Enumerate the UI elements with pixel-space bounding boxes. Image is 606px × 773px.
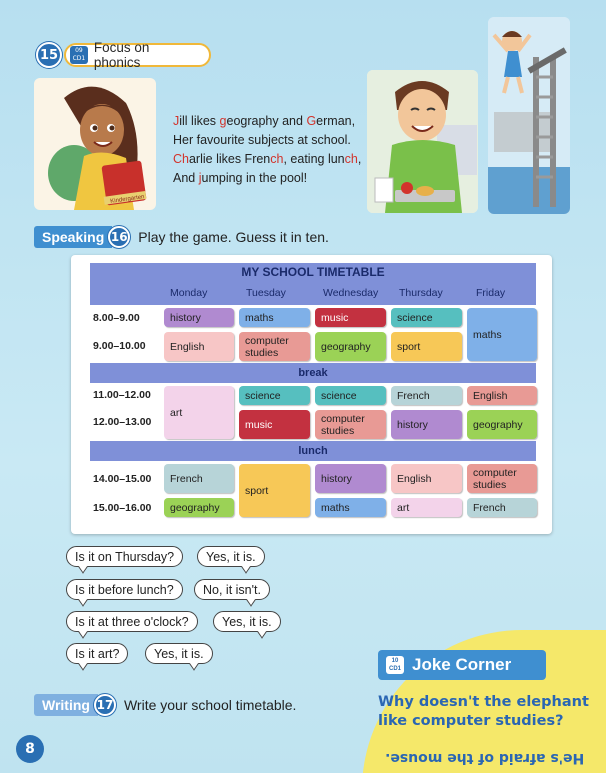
time-slot: 11.00–12.00 — [93, 389, 151, 401]
phonics-highlight: G — [306, 114, 317, 128]
lesson-cell: geography — [164, 498, 234, 517]
poem-text: , — [357, 152, 362, 166]
day-wednesday: Wednesday — [323, 287, 379, 299]
lesson-cell: geography — [315, 332, 386, 361]
answer-bubble: No, it isn't. — [194, 579, 270, 600]
question-bubble: Is it on Thursday? — [66, 546, 183, 567]
lesson-cell: science — [315, 386, 386, 405]
exercise-number-17 — [94, 694, 116, 716]
girl-drawing — [34, 78, 156, 210]
book-cover-text: Kindergarten — [109, 194, 145, 205]
poem-line — [173, 169, 363, 188]
lesson-cell: English — [467, 386, 537, 405]
lesson-cell: English — [164, 332, 234, 361]
speaking-header — [34, 226, 329, 248]
poem-text: eography and — [226, 114, 307, 128]
page-number — [16, 735, 44, 763]
lesson-cell: maths — [467, 308, 537, 361]
poem-text: And — [173, 171, 199, 185]
phonics-poem — [173, 112, 363, 188]
phonics-highlight: j — [198, 171, 202, 185]
joke-question — [378, 693, 589, 731]
lesson-cell: French — [467, 498, 537, 517]
diving-illustration — [488, 17, 570, 214]
lesson-cell: computer studies — [239, 332, 310, 361]
question-bubble: Is it art? — [66, 643, 128, 664]
day-tuesday: Tuesday — [246, 287, 286, 299]
poem-text: erman, — [316, 114, 356, 128]
lesson-cell: history — [164, 308, 234, 327]
exercise-number-text: 17 — [96, 698, 114, 712]
poem-text: , eating lun — [283, 152, 345, 166]
audio-cd-label: CD1 — [72, 55, 86, 62]
audio-track-icon[interactable] — [386, 656, 404, 674]
boy-illustration — [367, 70, 478, 213]
exercise-number-text: 16 — [110, 230, 128, 244]
audio-track-icon[interactable] — [70, 46, 88, 64]
lesson-cell: French — [164, 464, 234, 493]
answer-bubble: Yes, it is. — [145, 643, 213, 664]
lesson-cell: history — [315, 464, 386, 493]
exercise-number-16 — [108, 226, 130, 248]
lesson-cell: maths — [315, 498, 386, 517]
question-bubble: Is it before lunch? — [66, 579, 183, 600]
lesson-cell: art — [164, 386, 234, 439]
writing-header — [34, 694, 296, 716]
exercise-number-15 — [36, 42, 62, 68]
time-slot: 12.00–13.00 — [93, 416, 152, 428]
lesson-cell: science — [391, 308, 462, 327]
break-band: break — [90, 363, 536, 383]
timetable-day-header — [90, 281, 536, 305]
phonics-title: Focus on phonics — [93, 40, 150, 70]
joke-corner-title-pill — [378, 650, 546, 680]
joke-question-line: Why doesn't the elephant — [378, 694, 589, 710]
lesson-cell: English — [391, 464, 462, 493]
poem-text: umping in the pool! — [201, 171, 308, 185]
girl-illustration — [34, 78, 156, 210]
phonics-highlight: g — [219, 114, 227, 128]
poem-line — [173, 150, 363, 169]
lesson-cell: science — [239, 386, 310, 405]
time-slot: 8.00–9.00 — [93, 312, 140, 324]
time-slot: 9.00–10.00 — [93, 340, 146, 352]
lunch-band: lunch — [90, 441, 536, 461]
poem-text: arlie likes Fren — [188, 152, 271, 166]
exercise-number-text: 15 — [39, 47, 59, 63]
audio-cd-label: CD1 — [388, 666, 401, 672]
audio-track-number: 09 — [75, 47, 83, 54]
lesson-cell: sport — [391, 332, 462, 361]
lesson-cell: history — [391, 410, 462, 439]
page-number-text: 8 — [25, 741, 35, 757]
phonics-title-pill — [64, 40, 211, 70]
lesson-cell: music — [315, 308, 386, 327]
phonics-highlight: Ch — [173, 152, 189, 166]
lesson-cell: sport — [239, 464, 310, 517]
lesson-cell: geography — [467, 410, 537, 439]
poem-text: ill likes — [179, 114, 220, 128]
phonics-highlight: ch — [344, 152, 358, 166]
writing-label: Writing — [34, 694, 98, 716]
day-friday: Friday — [476, 287, 506, 299]
lesson-cell: art — [391, 498, 462, 517]
time-slot: 15.00–16.00 — [93, 502, 152, 514]
phonics-highlight: J — [173, 114, 180, 128]
time-slot: 14.00–15.00 — [93, 473, 152, 485]
lesson-cell: French — [391, 386, 462, 405]
boy-drawing — [367, 70, 478, 213]
answer-bubble: Yes, it is. — [213, 611, 281, 632]
speaking-label: Speaking — [34, 226, 112, 248]
joke-corner-title: Joke Corner — [412, 655, 512, 674]
speaking-instruction: Play the game. Guess it in ten. — [138, 229, 329, 245]
question-bubble: Is it at three o'clock? — [66, 611, 198, 632]
lesson-cell: computer studies — [315, 410, 386, 439]
lesson-cell: music — [239, 410, 310, 439]
poem-text: Her favourite subjects at school. — [173, 133, 351, 147]
lesson-cell: maths — [239, 308, 310, 327]
poem-line — [173, 112, 363, 131]
audio-track-number: 10 — [391, 658, 399, 664]
diving-drawing — [488, 17, 570, 214]
joke-question-line: like computer studies? — [378, 713, 564, 729]
poem-line — [173, 131, 363, 150]
day-monday: Monday — [170, 287, 208, 299]
day-thursday: Thursday — [399, 287, 443, 299]
phonics-highlight: ch — [270, 152, 284, 166]
joke-answer-upside-down: He's afraid of the mouse. — [385, 750, 585, 766]
lesson-cell: computer studies — [467, 464, 537, 493]
timetable-title: MY SCHOOL TIMETABLE — [90, 263, 536, 281]
school-timetable — [71, 255, 552, 534]
answer-bubble: Yes, it is. — [197, 546, 265, 567]
writing-instruction: Write your school timetable. — [123, 697, 297, 713]
